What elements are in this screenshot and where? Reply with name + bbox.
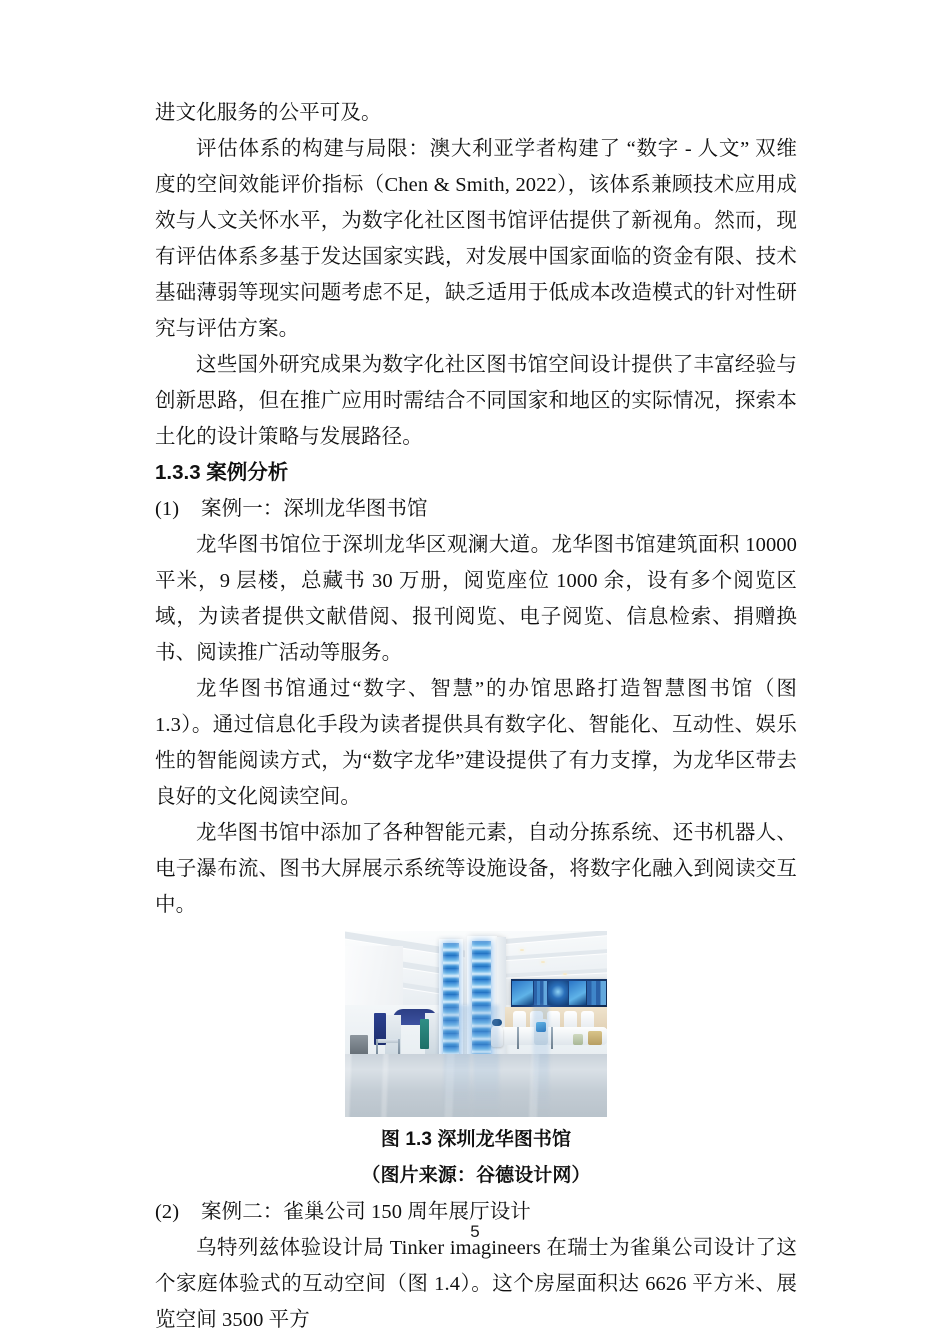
case1-paragraph-2: 龙华图书馆通过“数字、智慧”的办馆思路打造智慧图书馆（图 1.3）。通过信息化手段为读者提供具有数字化、智能化、互动性、娱乐性的智能阅读方式，为“数字龙华”建设提供了有力支撑，为龙华区带去良好的文化阅读空间。 <box>155 678 797 808</box>
security-gate <box>377 1039 399 1043</box>
video-wall-screen <box>534 981 547 1005</box>
ceiling-spotlight <box>541 961 545 963</box>
video-wall-screen <box>569 981 586 1005</box>
list-item-case-1-label: 案例一：深圳龙华图书馆 <box>201 498 428 520</box>
case1-paragraph-1: 龙华图书馆位于深圳龙华区观澜大道。龙华图书馆建筑面积 10000 平米，9 层楼，总藏书 30 万册，阅览座位 1000 余，设有多个阅览区域，为读者提供文献借阅、报刊阅览、电子阅览、信息检索、捐赠换书、阅读推广活动等服务。 <box>155 534 797 664</box>
figure-1-3-caption: 图 1.3 深圳龙华图书馆 <box>380 1129 572 1150</box>
planter-box <box>573 1034 583 1045</box>
video-wall-screen <box>587 981 606 1005</box>
figure-1-3-block <box>155 931 797 1122</box>
figure-1-3-source: （图片来源：谷德设计网） <box>361 1165 591 1186</box>
video-wall <box>511 979 607 1007</box>
list-item-case-2-number: (2) <box>155 1201 180 1223</box>
stanchion-post <box>551 1027 553 1049</box>
section-heading-1-3-3: 1.3.3 案例分析 <box>155 461 289 484</box>
list-item-case-1-number: (1) <box>155 498 180 520</box>
video-wall-screen <box>512 981 533 1005</box>
paragraph-1: 进文化服务的公平可及。 <box>155 102 382 124</box>
page-number: 5 <box>470 1222 480 1241</box>
stanchion-post <box>517 1027 519 1049</box>
floor-reflection <box>444 1005 470 1117</box>
wall-sign <box>420 1019 429 1049</box>
page-content <box>155 95 797 1338</box>
library-interior-illustration <box>345 931 607 1117</box>
video-wall-screen <box>548 981 567 1005</box>
ceiling-spotlight <box>520 949 524 951</box>
figure-1-3-image <box>345 931 607 1117</box>
list-item-case-1 <box>155 491 797 527</box>
planter-box <box>588 1031 602 1045</box>
floor-reflection <box>473 1005 499 1117</box>
paragraph-2: 评估体系的构建与局限：澳大利亚学者构建了 “数字 - 人文” 双维度的空间效能评价指标（Chen & Smith, 2022），该体系兼顾技术应用成效与人文关怀水平，为数字化社区图书馆评估提供了新视角。然而，现有评估体系多基于发达国家实践，对发展中国家面临的资金有限、技术基础薄弱等现实问题考虑不足，缺乏适用于低成本改造模式的针对性研究与评估方案。 <box>155 138 797 340</box>
ceiling-spotlight <box>563 973 567 975</box>
floor-reflection <box>533 1005 549 1117</box>
case1-paragraph-3: 龙华图书馆中添加了各种智能元素，自动分拣系统、还书机器人、电子瀑布流、图书大屏展示系统等设施设备，将数字化融入到阅读交互中。 <box>155 822 797 916</box>
paragraph-3: 这些国外研究成果为数字化社区图书馆空间设计提供了丰富经验与创新思路，但在推广应用时需结合不同国家和地区的实际情况，探索本土化的设计策略与发展路径。 <box>155 354 797 448</box>
case2-paragraph-1: 乌特列兹体验设计局 Tinker imagineers 在瑞士为雀巢公司设计了这个家庭体验式的互动空间（图 1.4）。这个房屋面积达 6626 平方米、展览空间 3500 平方 <box>155 1237 797 1331</box>
list-item-case-2-label: 案例二：雀巢公司 150 周年展厅设计 <box>201 1201 531 1223</box>
